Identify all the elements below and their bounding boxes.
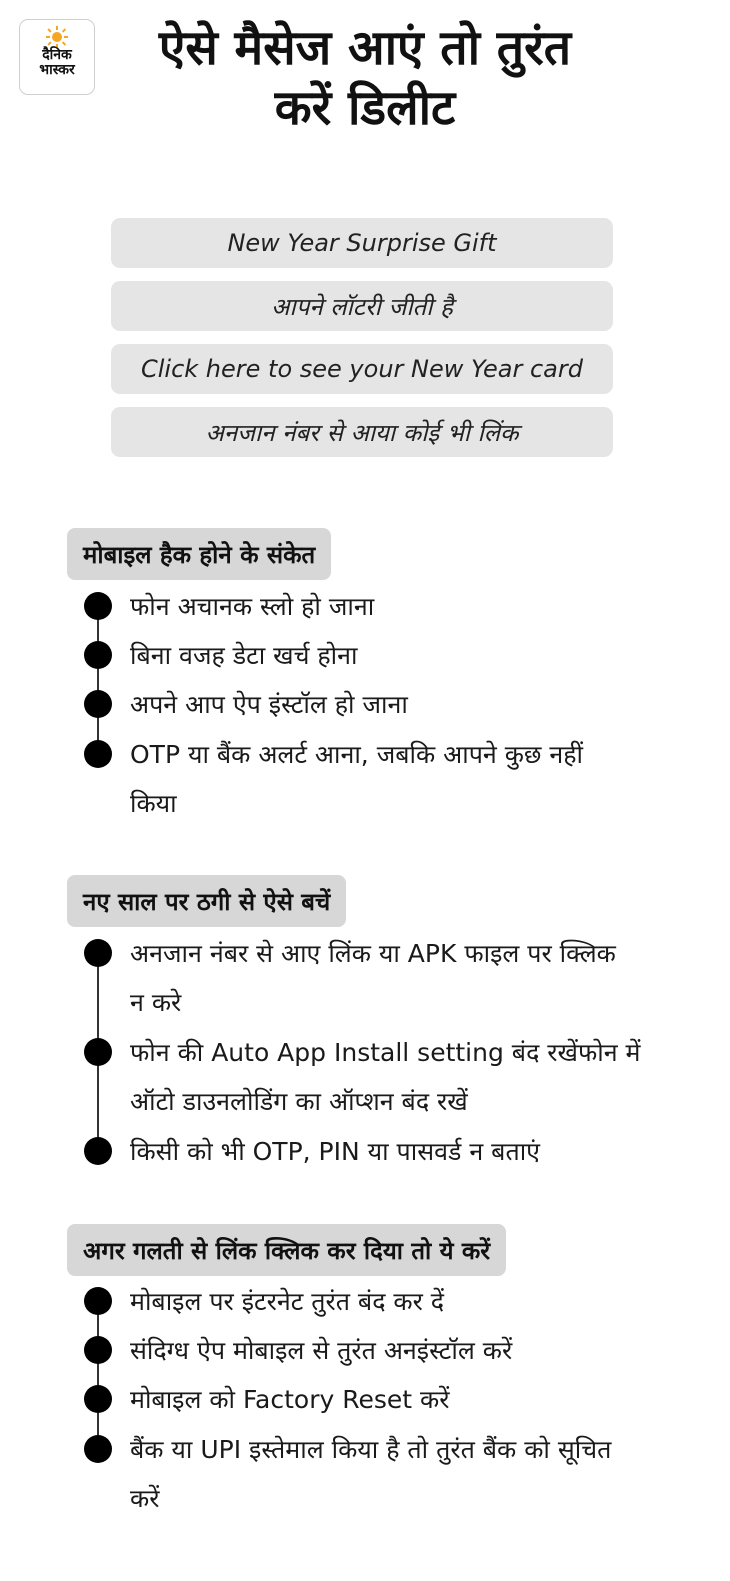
section-title-avoid-fraud: नए साल पर ठगी से ऐसे बचें: [67, 875, 346, 927]
scam-message-1: New Year Surprise Gift: [111, 218, 613, 268]
scam-message-4: अनजान नंबर से आया कोई भी लिंक: [111, 407, 613, 457]
bullet-dot: [84, 1385, 112, 1413]
brand-logo: [19, 19, 95, 95]
bullet-dot: [84, 690, 112, 718]
list-item: अनजान नंबर से आए लिंक या APK फाइल पर क्लिक न करे: [130, 939, 616, 1017]
list-item: फोन की Auto App Install setting बंद रखेंफोन में ऑटो डाउनलोडिंग का ऑप्शन बंद रखें: [130, 1038, 641, 1116]
list-item: बिना वजह डेटा खर्च होना: [130, 641, 358, 670]
page-title: ऐसे मैसेज आएं तो तुरंत करें डिलीट: [158, 20, 572, 136]
sun-icon: [46, 26, 68, 48]
bullet-dot: [84, 1435, 112, 1463]
bullet-dot: [84, 740, 112, 768]
scam-message-2: आपने लॉटरी जीती है: [111, 281, 613, 331]
bullet-dot: [84, 939, 112, 967]
scam-message-3: Click here to see your New Year card: [111, 344, 613, 394]
timeline-line: [97, 606, 99, 754]
bullet-dot: [84, 641, 112, 669]
section-title-hack-signs: मोबाइल हैक होने के संकेत: [67, 528, 331, 580]
bullet-dot: [84, 1287, 112, 1315]
section-title-after-click: अगर गलती से लिंक क्लिक कर दिया तो ये करें: [67, 1224, 506, 1276]
timeline-line: [97, 1301, 99, 1449]
list-item: फोन अचानक स्लो हो जाना: [130, 592, 375, 621]
list-item: मोबाइल पर इंटरनेट तुरंत बंद कर दें: [130, 1287, 445, 1316]
list-item: मोबाइल को Factory Reset करें: [130, 1385, 450, 1414]
bullet-dot: [84, 592, 112, 620]
brand-logo-text: दैनिक भास्कर: [39, 47, 75, 78]
list-item: बैंक या UPI इस्तेमाल किया है तो तुरंत बैंक को सूचित करें: [130, 1435, 612, 1513]
list-item: संदिग्ध ऐप मोबाइल से तुरंत अनइंस्टॉल करें: [130, 1336, 513, 1365]
list-item: OTP या बैंक अलर्ट आना, जबकि आपने कुछ नहीं किया: [130, 740, 584, 818]
bullet-dot: [84, 1038, 112, 1066]
list-item: अपने आप ऐप इंस्टॉल हो जाना: [130, 690, 408, 719]
bullet-dot: [84, 1137, 112, 1165]
list-item: किसी को भी OTP, PIN या पासवर्ड न बताएं: [130, 1137, 540, 1166]
bullet-dot: [84, 1336, 112, 1364]
